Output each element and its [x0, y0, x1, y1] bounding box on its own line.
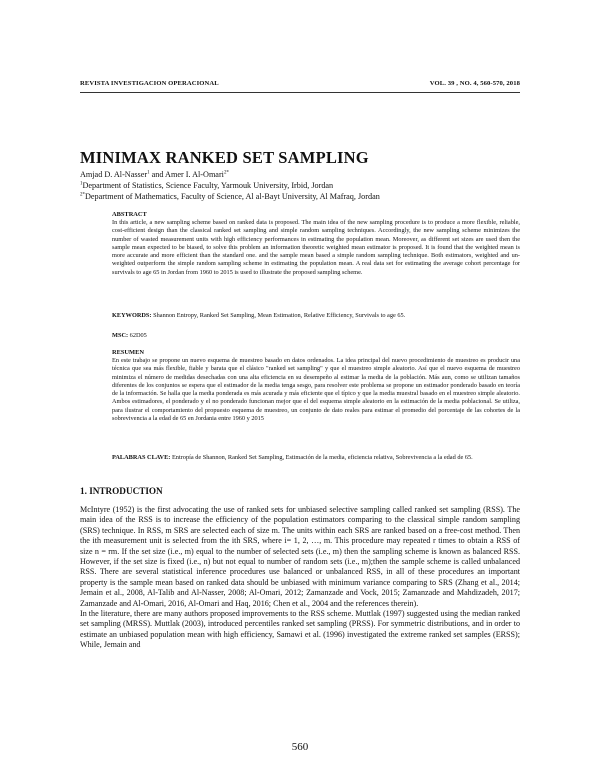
author-line	[80, 170, 229, 179]
affiliation-2-text: Department of Mathematics, Faculty of Science, Al al-Bayt University, Al Mafraq, Jordan	[85, 192, 380, 201]
author-1-mark: 1	[147, 170, 150, 176]
affiliation-1	[80, 181, 333, 190]
intro-paragraph-1: McIntyre (1952) is the first advocating the use of ranked sets for unbiased selective sampling called ranked set sampling (RSS). The main idea of the RSS is to increase the efficiency of the population estimators comparing to the classical simple random sampling (SRS) technique. In RSS, m SRS are selected each of size m. The units within each SRS are ranked based on a free-cost method. Then the ith measurement unit is selected from the ith SRS, where i= 1, 2, …, m. This procedure may repeated r times to obtain a RSS of size n = rm. If the set size (i.e., m) equal to the number of selected sets (i.e., m) then the sampling scheme is known as balanced RSS. However, if the set size is fixed (i.e., n) but not equal to number of random sets (i.e., m);then the sample scheme is called unbalanced RSS. There are several statistical inference procedures use balanced or unbalanced RSS, in all of these procedures an important property is the sample mean based on ranked data should be unbiased with minimum variance comparing to SRS (Zhang et al., 2014; Jemain et al., 2008, Al-Talib and Al-Nasser, 2008; Al-Omari, 2012; Zamanzade and Vock, 2015; Zamanzade and Mahdizadeh, 2017; Zamanzade and Al-Omari, 2016, Al-Omari and Haq, 2016; Chen et al., 2004 and the references therein).	[80, 505, 520, 608]
abstract-text: In this article, a new sampling scheme based on ranked data is proposed. The main idea of the new sampling procedure is to produce a more flexible, reliable, cost-efficient design than the classical ranked set sampling and simple random sampling techniques. Accordingly, the new sampling scheme minimizes the number of wasted measurement units with high efficiency performances in estimating the population mean. Moreover, as different set sizes are used then the sample mean expected to be biased, to solve this problem an information theoretic weighted mean estimator is proposed. It is found that the weighted mean is more accurate and more efficient than the standard one. and the sample mean based a simple random sampling technique. Both estimators, weighted and un-weighted outperform the simple random sampling scheme in estimating the population mean. A real data set for estimating the average cohort percentage for survivals to age 65 in Jordan from 1960 to 2015 is used to illustrate the proposed sampling scheme.	[112, 219, 520, 276]
header-rule	[80, 92, 520, 93]
resumen-text: En este trabajo se propone un nuevo esquema de muestreo basado en datos ordenados. La idea principal del nuevo procedimiento de muestreo es producir una técnica que sea más flexible, fiable y barata que el clásico "ranked set sampling" y que el muestreo simple aleatorio. Así que el nuevo esquema de muestreo minimiza el número de medidas desechadas con una alta eficiencia en su desempeño al estimar la media de la población. Más aun, como se utilizan tamaños diferentes de los conjuntos se espera que el estimador de la media tenga sesgo, para resolver este problema se propone un estimador ponderado basado en teoría de la información. Se halla que la media ponderada es más acurada y más eficiente que el típico y que la media muestral basado en el muestreo simple aleatorio. Ambos estimadores, el ponderado y el no ponderado funcionan mejor que el del esquema simple aleatorio en la estimación de la media poblacional. Se utiliza, para ilustrar el comportamiento del propuesto esquema de muestreo, un conjunto de dato reales para estimar el promedio del porcentaje de las cohortes de la sobrevivencia a la edad de 65 en Jordania entre 1960 y 2015	[112, 357, 520, 423]
resumen-heading: RESUMEN	[112, 349, 144, 356]
keywords-text: Shannon Entropy, Ranked Set Sampling, Mean Estimation, Relative Efficiency, Survivals to age 65.	[151, 312, 406, 319]
affiliation-1-mark: 1	[80, 181, 83, 187]
section-heading-introduction: 1. INTRODUCTION	[80, 486, 163, 496]
author-1: Amjad D. Al-Nasser	[80, 170, 148, 179]
intro-paragraph-2: In the literature, there are many authors proposed improvements to the RSS scheme. Muttlak (1997) suggested using the median ranked set sampling (MRSS). Muttlak (2003), introduced percentiles ranked set sampling (PRSS). For symmetric distributions, and in order to estimate an unbiased population mean with high efficiency, Samawi et al. (1996) investigated the extreme ranked set samples (ERSS); While, Jemain and	[80, 609, 520, 650]
msc	[112, 332, 520, 340]
volume-info: VOL. 39 , NO. 4, 560-570, 2018	[429, 80, 520, 87]
paper-title: MINIMAX RANKED SET SAMPLING	[80, 148, 369, 167]
author-2-mark: 2*	[223, 170, 229, 176]
palabras-text: Entropía de Shannon, Ranked Set Sampling, Estimación de la media, eficiencia relativa, Sobrevivencia a la edad de 65.	[170, 454, 473, 461]
author-2: and Amer I. Al-Omari	[149, 170, 224, 179]
running-header	[80, 80, 520, 87]
page-number: 560	[291, 741, 309, 753]
abstract-heading: ABSTRACT	[112, 211, 147, 218]
msc-text: 62D05	[128, 332, 147, 339]
msc-label: MSC:	[112, 332, 129, 339]
journal-name: REVISTA INVESTIGACION OPERACIONAL	[80, 80, 219, 87]
keywords	[112, 312, 520, 320]
palabras-clave	[112, 454, 520, 462]
introduction-body	[80, 505, 520, 651]
affiliation-2-mark: 2*	[80, 192, 85, 198]
keywords-label: KEYWORDS:	[112, 312, 152, 319]
affiliation-1-text: Department of Statistics, Science Faculty, Yarmouk University, Irbid, Jordan	[82, 181, 334, 190]
palabras-label: PALABRAS CLAVE:	[112, 454, 171, 461]
affiliation-2	[80, 192, 380, 201]
